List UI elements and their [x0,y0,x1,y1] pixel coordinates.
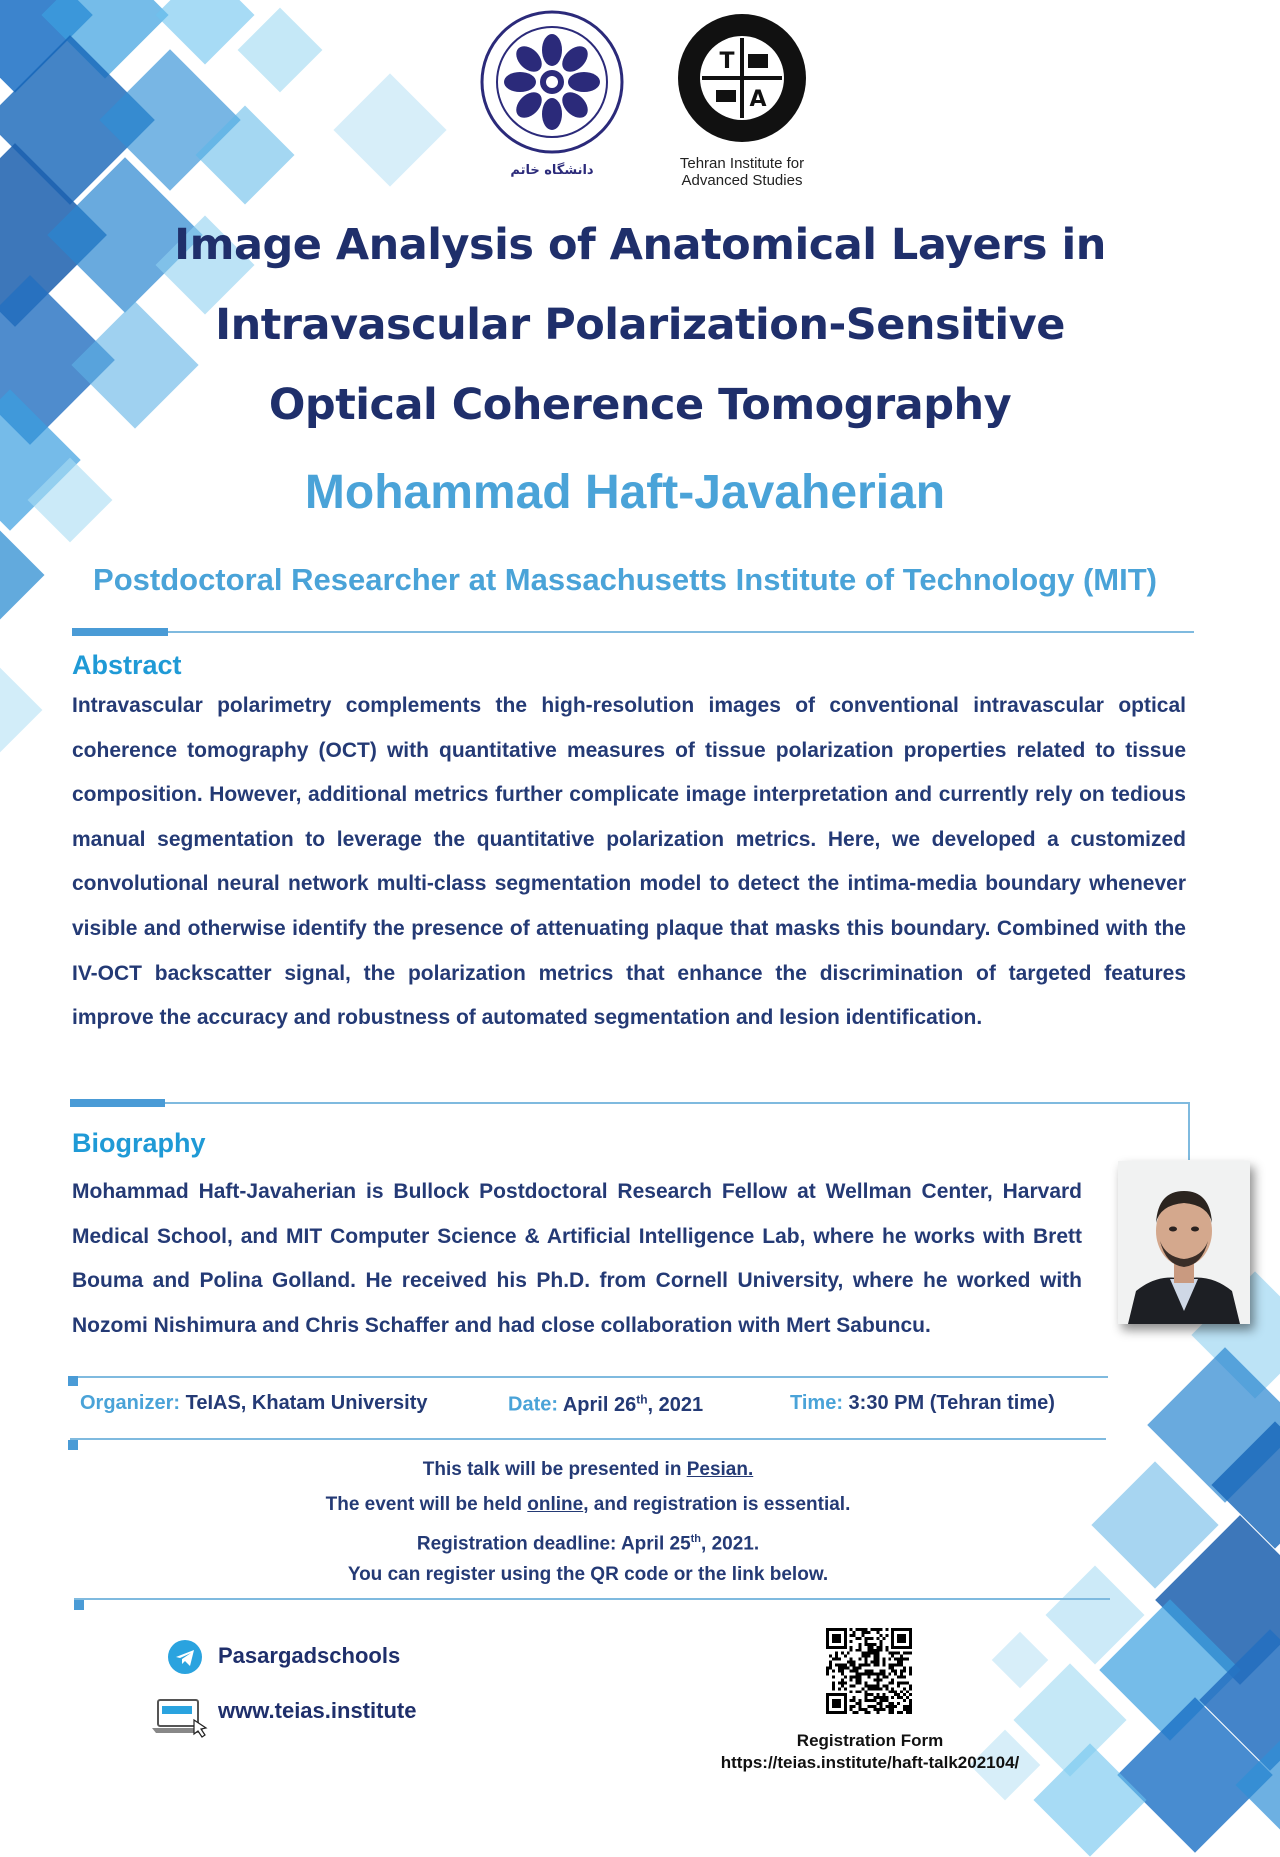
telegram-icon [168,1640,202,1674]
note-deadline: Registration deadline: April 25th, 2021. [416,1533,760,1555]
laptop-icon [150,1698,212,1738]
divider [70,1438,1106,1440]
khatam-university-logo [478,8,626,183]
divider-bullet [68,1376,78,1386]
date-label: Date: [508,1393,559,1416]
talk-title [160,205,1120,445]
teias-caption-line1: Tehran Institute for [679,155,805,172]
telegram-channel[interactable]: Pasargadschools [218,1643,401,1668]
date-info [508,1392,703,1417]
divider [70,1376,1108,1378]
website-link[interactable]: www.teias.institute [218,1698,417,1723]
organizer-label: Organizer: [80,1392,181,1414]
biography-heading: Biography [72,1128,206,1158]
title-line-3: Optical Coherence Tomography [268,380,1012,430]
event-info-row [72,1392,1112,1426]
registration-url[interactable]: https://teias.institute/haft-talk202104/ [720,1753,1020,1772]
language-link[interactable]: Pesian. [686,1459,754,1480]
divider-vertical [1188,1102,1190,1160]
abstract-heading: Abstract [72,650,182,680]
time-info [790,1392,1055,1415]
divider-bullet [68,1440,78,1450]
teias-logo [672,10,812,189]
speaker-photo [1118,1161,1250,1324]
abstract-text: Intravascular polarimetry complements the high-resolution images of conventional intravascular optical coherence tomography (OCT) with quantitative measures of tissue polarization properties related to tissue composition. However, additional metrics further complicate image interpretation and currently rely on tedious manual segmentation to leverage the quantitative polarization metrics. Here, we developed a customized convolutional neural network multi-class segmentation model to detect the intima-media boundary whenever visible and otherwise identify the presence of attenuating plaque that masks this boundary. Combined with the IV-OCT backscatter signal, the polarization metrics that enhance the discrimination of targeted features improve the accuracy and robustness of automated segmentation and lesion identification. [72,694,1186,1030]
time-value: 3:30 PM (Tehran time) [848,1392,1055,1414]
online-link[interactable]: online [527,1494,584,1515]
time-label: Time: [790,1392,843,1414]
organizer-value: TeIAS, Khatam University [185,1392,428,1414]
svg-text:A: A [749,87,767,112]
divider-accent [72,628,168,636]
biography-text: Mohammad Haft-Javaherian is Bullock Postdoctoral Research Fellow at Wellman Center, Harvard Medical School, and MIT Computer Science & Artificial Intelligence Lab, where he works with Brett Bouma and Polina Golland. He received his Ph.D. from Cornell University, where he worked with Nozomi Nishimura and Chris Schaffer and had close collaboration with Mert Sabuncu. [72,1180,1082,1337]
teias-caption-line2: Advanced Studies [681,172,803,189]
note-online: The event will be held online, and registration is essential. [325,1494,851,1515]
khatam-seal-icon [478,8,626,156]
divider [72,631,1194,633]
svg-text:T: T [719,49,735,74]
portrait-image [1118,1161,1250,1324]
qr-code[interactable] [826,1628,912,1714]
divider [70,1102,1190,1104]
note-register: You can register using the QR code or the link below. [347,1564,829,1585]
note-language: This talk will be presented in Pesian. [422,1459,754,1480]
divider-accent [70,1099,165,1107]
date-value: April 26th, 2021 [562,1392,704,1416]
title-line-1: Image Analysis of Anatomical Layers in [174,220,1106,270]
title-line-2: Intravascular Polarization-Sensitive [215,300,1065,350]
event-notes [0,1452,1176,1592]
registration-form-label: Registration Form [796,1731,944,1750]
divider [74,1598,1110,1600]
khatam-name-fa: دانشگاه خاتم [510,163,594,178]
speaker-affiliation: Postdoctoral Researcher at Massachusetts Institute of Technology (MIT) [93,562,1157,597]
teias-seal-icon [672,10,812,150]
speaker-name: Mohammad Haft-Javaherian [304,466,946,519]
divider-bullet [74,1600,84,1610]
organizer-info [80,1392,428,1415]
